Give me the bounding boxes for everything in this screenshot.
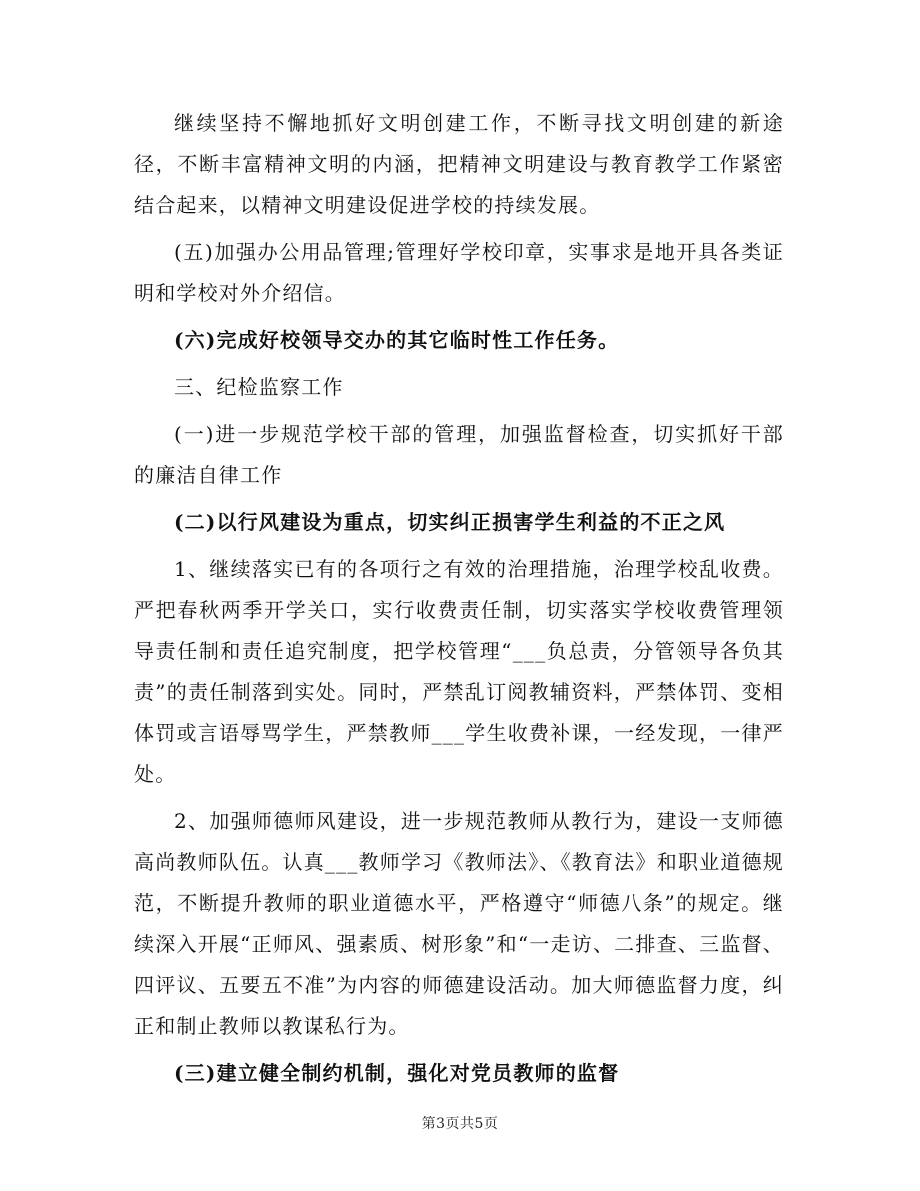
paragraph-civilization: 继续坚持不懈地抓好文明创建工作，不断寻找文明创建的新途径，不断丰富精神文明的内涵，把精神文明建设与教育教学工作紧密结合起来，以精神文明建设促进学校的持续发展。: [134, 111, 784, 217]
paragraph-temporary-tasks: (六)完成好校领导交办的其它临时性工作任务。: [174, 328, 620, 352]
page-number: 第3页共5页: [421, 1116, 499, 1132]
paragraph-cadre-management: (一)进一步规范学校干部的管理，加强监督检查，切实抓好干部的廉洁自律工作: [134, 422, 784, 487]
paragraph-fee-governance: 1、继续落实已有的各项行之有效的治理措施，治理学校乱收费。严把春秋两季开学关口，实行收费责任制，切实落实学校收费管理领导责任制和责任追究制度，把学校管理“___负总责，分管领导各负其责”的责任制落到实处。同时，严禁乱订阅教辅资料，严禁体罚、变相体罚或言语辱骂学生，严禁教师___学生收费补课，一经发现，一律严处。: [134, 557, 784, 786]
paragraph-supervision-heading: (三)建立健全制约机制，强化对党员教师的监督: [174, 1061, 620, 1085]
document-body: [134, 103, 784, 1094]
paragraph-teacher-ethics: 2、加强师德师风建设，进一步规范教师从教行为，建设一支师德高尚教师队伍。认真___教师学习《教师法》、《教育法》和职业道德规范，不断提升教师的职业道德水平，严格遵守“师德八条”的规定。继续深入开展“正师风、强素质、树形象”和“一走访、二排查、三监督、四评议、五要五不准”为内容的师德建设活动。加大师德监督力度，纠正和制止教师以教谋私行为。: [134, 809, 784, 1038]
paragraph-office-supplies: (五)加强办公用品管理;管理好学校印章，实事求是地开具各类证明和学校对外介绍信。: [134, 240, 784, 305]
paragraph-conduct-heading: (二)以行风建设为重点，切实纠正损害学生利益的不正之风: [174, 510, 726, 534]
section-heading-discipline: 三、纪检监察工作: [174, 375, 344, 399]
